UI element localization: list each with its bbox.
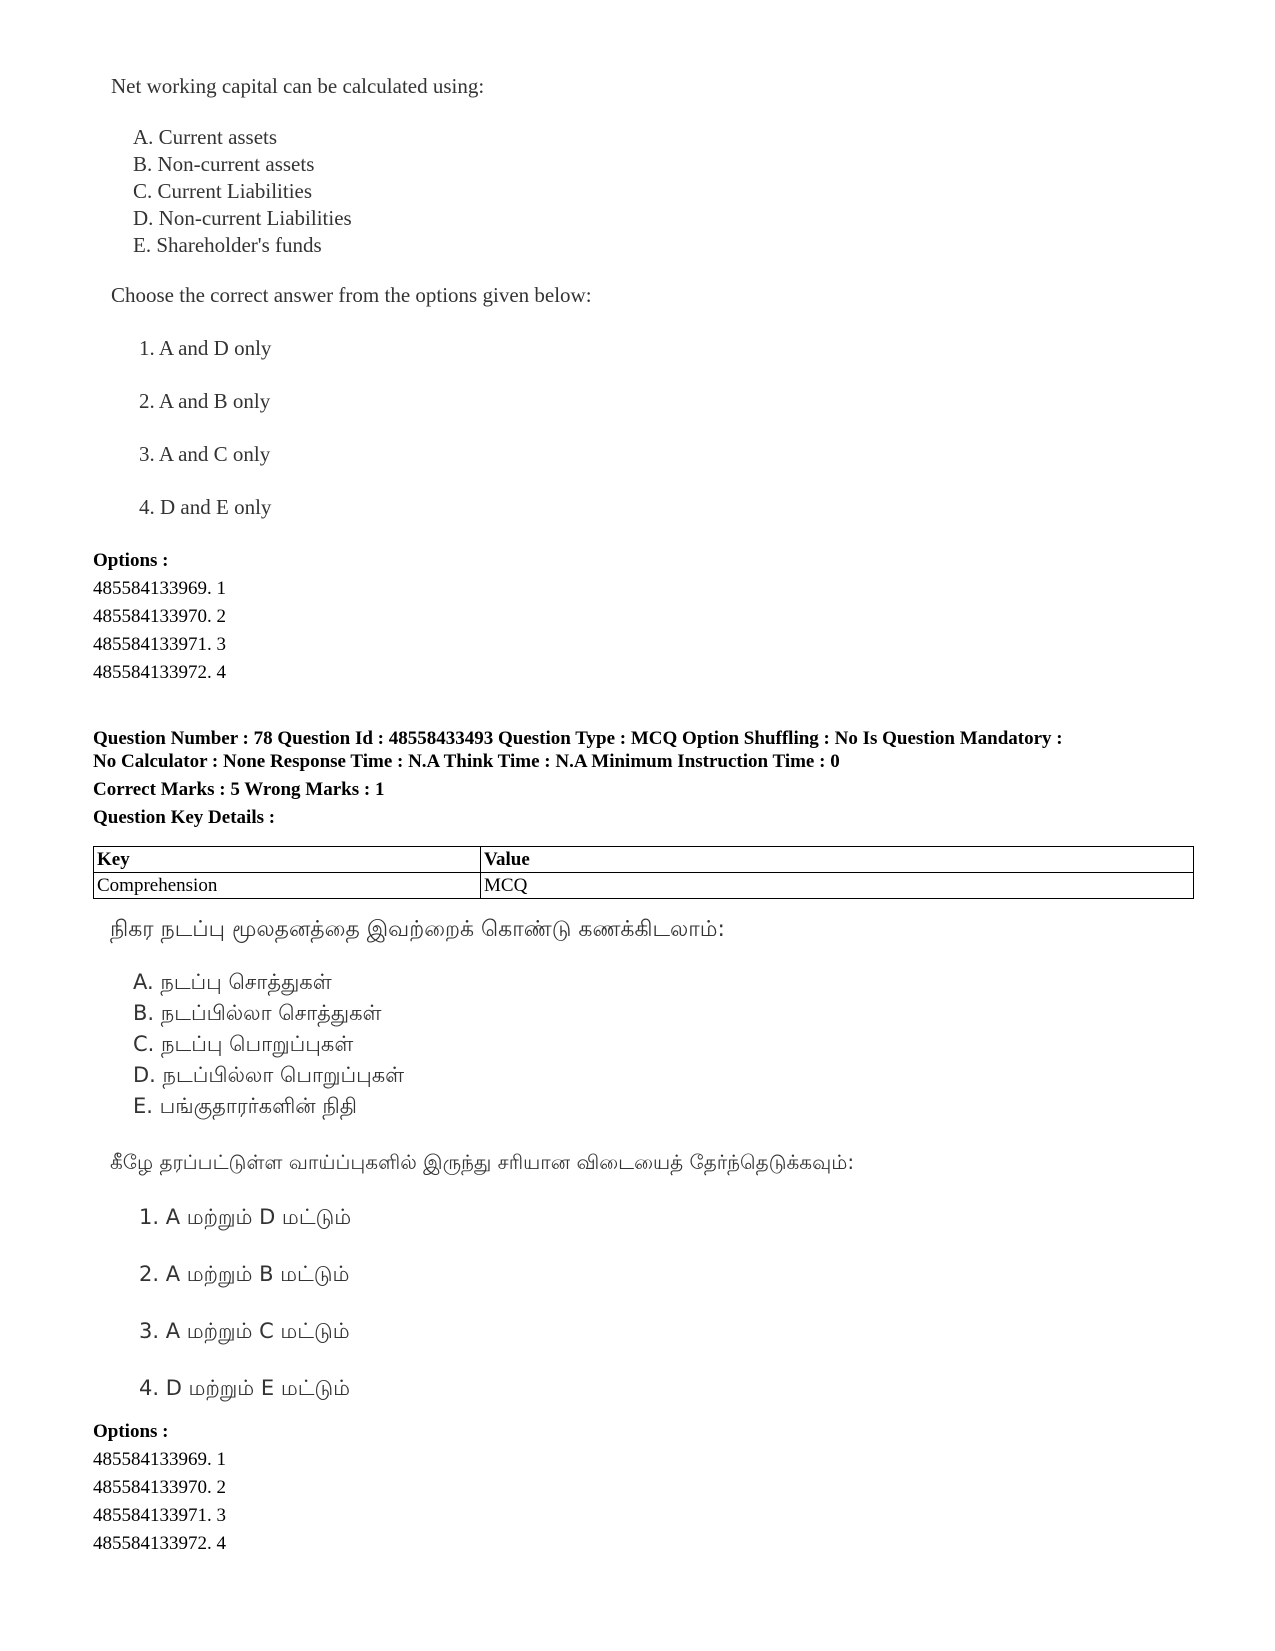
q78-statement-d: D. நடப்பில்லா பொறுப்புகள் [133, 1063, 405, 1087]
question-key-table [93, 846, 1194, 899]
q77-choice-4: 4. D and E only [139, 495, 272, 519]
q77-statement-e: E. Shareholder's funds [133, 233, 322, 257]
q78-statement-a: A. நடப்பு சொத்துகள் [133, 970, 332, 994]
q77-stem: Net working capital can be calculated using: [111, 74, 485, 98]
q77-option-2: 485584133970. 2 [93, 606, 226, 627]
q78-choice-1: 1. A மற்றும் D மட்டும் [139, 1205, 352, 1229]
key-table-header-value: Value [481, 847, 1194, 873]
table-row [94, 873, 1194, 899]
q77-option-3: 485584133971. 3 [93, 634, 226, 655]
q77-option-1: 485584133969. 1 [93, 578, 226, 599]
key-table-cell-value: MCQ [481, 873, 1194, 899]
q78-statement-e: E. பங்குதாரர்களின் நிதி [133, 1094, 357, 1118]
q78-stem: நிகர நடப்பு மூலதனத்தை இவற்றைக் கொண்டு கணக்கிடலாம்: [110, 917, 725, 942]
q78-choice-2: 2. A மற்றும் B மட்டும் [139, 1262, 350, 1286]
key-table-header-key: Key [94, 847, 481, 873]
q78-instruction: கீழே தரப்பட்டுள்ள வாய்ப்புகளில் இருந்து சரியான விடையைத் தேர்ந்தெடுக்கவும்: [110, 1150, 855, 1174]
q78-meta-line2: No Calculator : None Response Time : N.A Think Time : N.A Minimum Instruction Time : 0 [93, 751, 840, 772]
q77-statement-b: B. Non-current assets [133, 152, 315, 176]
q77-options-label: Options : [93, 550, 169, 571]
q78-choice-4: 4. D மற்றும் E மட்டும் [139, 1376, 351, 1400]
q78-statement-b: B. நடப்பில்லா சொத்துகள் [133, 1001, 382, 1025]
q77-instruction: Choose the correct answer from the options given below: [111, 283, 592, 307]
q78-option-3: 485584133971. 3 [93, 1505, 226, 1526]
q77-choice-1: 1. A and D only [139, 336, 272, 360]
q77-option-4: 485584133972. 4 [93, 662, 226, 683]
q77-statement-d: D. Non-current Liabilities [133, 206, 352, 230]
q78-meta-line1: Question Number : 78 Question Id : 48558433493 Question Type : MCQ Option Shuffling : No Is Question Mandatory : [93, 728, 1063, 749]
q77-statement-a: A. Current assets [133, 125, 278, 149]
q78-statement-c: C. நடப்பு பொறுப்புகள் [133, 1032, 354, 1056]
q78-option-4: 485584133972. 4 [93, 1533, 226, 1554]
q78-options-label: Options : [93, 1421, 169, 1442]
key-table-cell-key: Comprehension [94, 873, 481, 899]
q77-choice-2: 2. A and B only [139, 389, 271, 413]
q78-option-1: 485584133969. 1 [93, 1449, 226, 1470]
q78-option-2: 485584133970. 2 [93, 1477, 226, 1498]
q78-key-details-label: Question Key Details : [93, 807, 276, 828]
key-table-header-row [94, 847, 1194, 873]
q78-choice-3: 3. A மற்றும் C மட்டும் [139, 1319, 350, 1343]
q77-statement-c: C. Current Liabilities [133, 179, 313, 203]
q78-marks: Correct Marks : 5 Wrong Marks : 1 [93, 779, 385, 800]
q77-choice-3: 3. A and C only [139, 442, 271, 466]
